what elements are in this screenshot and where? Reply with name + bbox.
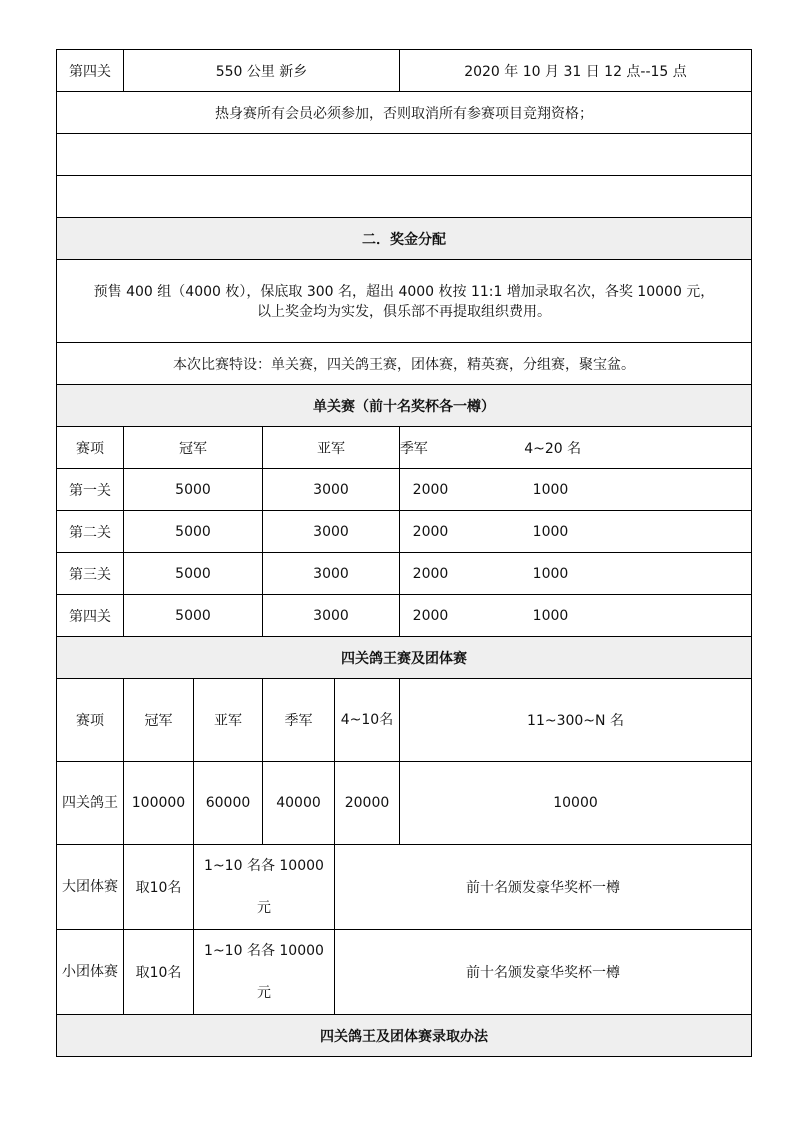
cell: 大团体赛 xyxy=(57,845,124,930)
cell: 40000 xyxy=(263,762,335,845)
table-row xyxy=(57,511,752,553)
cell: 第四关 xyxy=(57,595,124,637)
cell: 5000 xyxy=(124,553,263,595)
cell: 10000 xyxy=(400,762,752,845)
single-stage-title: 单关赛（前十名奖杯各一樽） xyxy=(57,385,752,427)
footer-section-title: 四关鸽王及团体赛录取办法 xyxy=(57,1015,752,1057)
single-header-row xyxy=(57,427,752,469)
cell: 1000 xyxy=(532,481,569,498)
header-cell: 赛项 xyxy=(57,427,124,469)
header-cell: 亚军 xyxy=(263,427,400,469)
prize-text-line1: 预售 400 组（4000 枚），保底取 300 名，超出 4000 枚按 11:1 增加录取名次，各奖 10000 元， xyxy=(93,284,715,300)
stage-distance: 550 公里 新乡 xyxy=(124,50,400,92)
stage-label: 第四关 xyxy=(57,50,124,92)
header-cell: 赛项 xyxy=(57,679,124,762)
section-title: 二．奖金分配 xyxy=(57,218,752,260)
table-row xyxy=(57,553,752,595)
cell: 第三关 xyxy=(57,553,124,595)
header-cell: 冠军 xyxy=(124,427,263,469)
cell: 四关鸽王 xyxy=(57,762,124,845)
header-cell: 季军 xyxy=(399,440,428,457)
stage4-row xyxy=(57,50,752,92)
stage-datetime: 2020 年 10 月 31 日 12 点--15 点 xyxy=(400,50,752,92)
header-cell: 亚军 xyxy=(194,679,263,762)
cell: 5000 xyxy=(124,469,263,511)
cell: 前十名颁发豪华奖杯一樽 xyxy=(335,845,752,930)
cell xyxy=(400,553,752,595)
header-cell: 冠军 xyxy=(124,679,194,762)
cell: 3000 xyxy=(263,469,400,511)
cell: 小团体赛 xyxy=(57,930,124,1015)
cell: 第二关 xyxy=(57,511,124,553)
header-cell: 11~300~N 名 xyxy=(400,679,752,762)
header-cell: 4~20 名 xyxy=(524,440,582,457)
cell: 2000 xyxy=(412,565,449,582)
cell: 20000 xyxy=(335,762,400,845)
cell: 3000 xyxy=(263,553,400,595)
cell: 3000 xyxy=(263,595,400,637)
cell: 5000 xyxy=(124,511,263,553)
cell: 1~10 名各 10000 元 xyxy=(194,845,335,930)
cell: 5000 xyxy=(124,595,263,637)
cell: 1~10 名各 10000 元 xyxy=(194,930,335,1015)
cell: 2000 xyxy=(412,523,449,540)
cell: 第一关 xyxy=(57,469,124,511)
prize-text-line2: 以上奖金均为实发，俱乐部不再提取组织费用。 xyxy=(257,304,551,320)
warmup-note: 热身赛所有会员必须参加，否则取消所有参赛项目竞翔资格； xyxy=(57,92,752,134)
document-sheet xyxy=(56,49,751,1057)
king-row xyxy=(57,762,752,845)
cell: 1000 xyxy=(532,565,569,582)
header-cell xyxy=(400,427,752,469)
table-row xyxy=(57,469,752,511)
cell: 60000 xyxy=(194,762,263,845)
rules-table xyxy=(56,49,752,1057)
prize-text xyxy=(57,260,752,343)
team-row xyxy=(57,930,752,1015)
cell: 前十名颁发豪华奖杯一樽 xyxy=(335,930,752,1015)
cell: 取10名 xyxy=(124,930,194,1015)
cell: 1000 xyxy=(532,523,569,540)
cell: 2000 xyxy=(412,607,449,624)
header-cell: 季军 xyxy=(263,679,335,762)
cell xyxy=(400,595,752,637)
king-section-title: 四关鸽王赛及团体赛 xyxy=(57,637,752,679)
cell: 取10名 xyxy=(124,845,194,930)
empty-row xyxy=(57,134,752,176)
cell xyxy=(400,469,752,511)
cell xyxy=(400,511,752,553)
team-row xyxy=(57,845,752,930)
cell: 3000 xyxy=(263,511,400,553)
events-note: 本次比赛特设：单关赛，四关鸽王赛，团体赛，精英赛，分组赛，聚宝盆。 xyxy=(57,343,752,385)
empty-row xyxy=(57,176,752,218)
cell: 1000 xyxy=(532,607,569,624)
cell: 2000 xyxy=(412,481,449,498)
king-header-row xyxy=(57,679,752,762)
table-row xyxy=(57,595,752,637)
cell: 100000 xyxy=(124,762,194,845)
header-cell: 4~10名 xyxy=(335,679,400,762)
